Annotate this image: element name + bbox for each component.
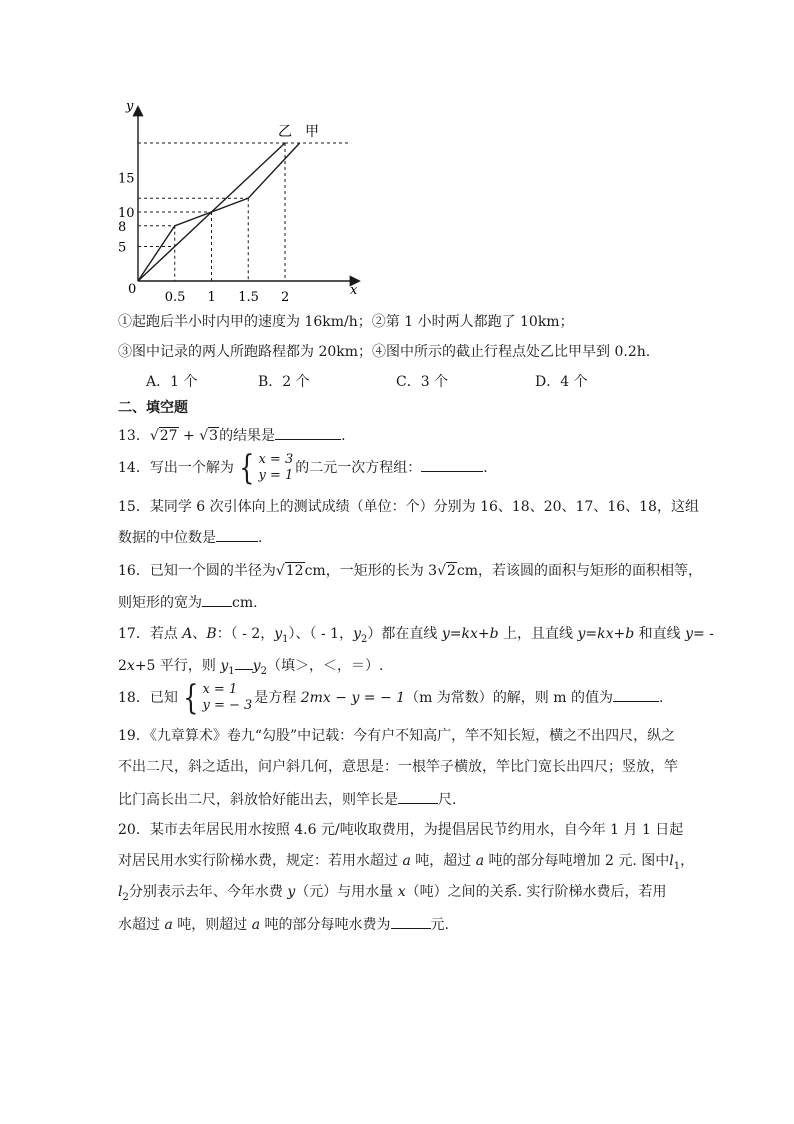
- answer-blank-16[interactable]: [202, 591, 232, 607]
- equation-system: { x = 1 y = − 3: [183, 678, 253, 718]
- question-20-line-4: 水超过 a 吨，则超过 a 吨的部分每吨水费为 元.: [118, 913, 449, 935]
- sqrt-symbol: √: [199, 428, 209, 444]
- x-tick-2: 2: [281, 290, 290, 304]
- x-tick-1.5: 1.5: [238, 290, 259, 304]
- option-b[interactable]: B．2 个: [258, 374, 310, 390]
- tick-labels: [118, 172, 289, 305]
- question-19-line-3: 比门高长出二尺，斜放恰好能出去，则竿长是 尺.: [118, 788, 456, 810]
- origin-label: 0: [128, 282, 137, 297]
- option-a[interactable]: A．1 个: [146, 374, 198, 390]
- x-tick-1: 1: [207, 290, 216, 304]
- question-20-line-3: $l_2$分别表示去年、今年水费 y（元）与用水量 x（吨）之间的关系. 实行阶梯水费后，若用: [118, 884, 667, 903]
- sqrt-symbol: √: [149, 428, 159, 444]
- y-tick-15: 15: [118, 171, 135, 187]
- statement-line-1: ①起跑后半小时内甲的速度为 16km/h；②第 1 小时两人都跑了 10km；: [118, 314, 574, 330]
- answer-blank-20[interactable]: [391, 913, 431, 929]
- question-17-line-1: 17．若点 A、B：（ - 2，$y_1$）、（ - 1，$y_2$）都在直线 y=kx+b 上，且直线 y=kx+b 和直线 y= -: [118, 626, 714, 645]
- question-18: 18．已知 { x = 1 y = − 3 是方程 2mx − y = − 1（m 为常数）的解，则 m 的值为 .: [118, 678, 664, 718]
- y-tick-10: 10: [118, 206, 135, 221]
- answer-blank-14[interactable]: [421, 456, 483, 472]
- option-d[interactable]: D．4 个: [535, 374, 588, 390]
- answer-blank-19[interactable]: [398, 788, 438, 804]
- graph-svg: [112, 98, 372, 304]
- option-c[interactable]: C．3 个: [396, 374, 449, 390]
- section-title: 二、填空题: [118, 400, 188, 416]
- dashed-guides: [138, 143, 351, 281]
- question-15-line-1: 15．某同学 6 次引体向上的测试成绩（单位：个）分别为 16、18、20、17、16、18，这组: [118, 499, 699, 515]
- answer-blank-17[interactable]: [235, 654, 253, 670]
- statement-line-2: ③图中记录的两人所跑路程都为 20km；④图中所示的截止行程点处乙比甲早到 0.2h.: [118, 344, 651, 360]
- line-label-yi: 乙: [278, 124, 292, 140]
- answer-blank-15[interactable]: [216, 526, 258, 542]
- distance-time-graph: [112, 98, 372, 304]
- answer-blank-18[interactable]: [613, 686, 659, 702]
- equation-system: { x = 3 y = 1: [239, 448, 294, 488]
- question-13: 13．√27 + √3的结果是 .: [118, 424, 346, 446]
- y-tick-8: 8: [118, 219, 127, 235]
- question-20-line-2: 对居民用水实行阶梯水费，规定：若用水超过 a 吨，超过 a 吨的部分每吨增加 2 元. 图中$l_1$，: [118, 853, 695, 872]
- x-axis-label: x: [350, 283, 358, 298]
- question-14: 14．写出一个解为 { x = 3 y = 1 的二元一次方程组： .: [118, 448, 488, 488]
- question-20-line-1: 20．某市去年居民用水按照 4.6 元/吨收取费用，为提倡居民节约用水，自今年 1 月 1 日起: [118, 822, 684, 838]
- y-tick-5: 5: [118, 240, 127, 256]
- question-17-line-2: 2x+5 平行，则 $y_1$ $y_2$（填＞，＜，＝）.: [118, 654, 383, 682]
- answer-blank-13[interactable]: [275, 424, 341, 440]
- y-axis-label: y: [126, 99, 134, 114]
- question-19-line-1: 19．《九章算术》卷九“勾股”中记载：今有户不知高广，竿不知长短，横之不出四尺，纵之: [118, 728, 676, 744]
- question-15-line-2: 数据的中位数是 .: [118, 526, 262, 548]
- question-19-line-2: 不出二尺，斜之适出，问户斜几何，意思是：一根竿子横放，竿比门宽长出四尺；竖放，竿: [118, 759, 678, 775]
- x-tick-0.5: 0.5: [164, 290, 186, 304]
- question-16-line-2: 则矩形的宽为 cm.: [118, 591, 258, 613]
- line-label-jia: 甲: [305, 124, 319, 140]
- question-16-line-1: 16．已知一个圆的半径为√12cm，一矩形的长为 3√2cm，若该圆的面积与矩形的面积相等，: [118, 563, 703, 579]
